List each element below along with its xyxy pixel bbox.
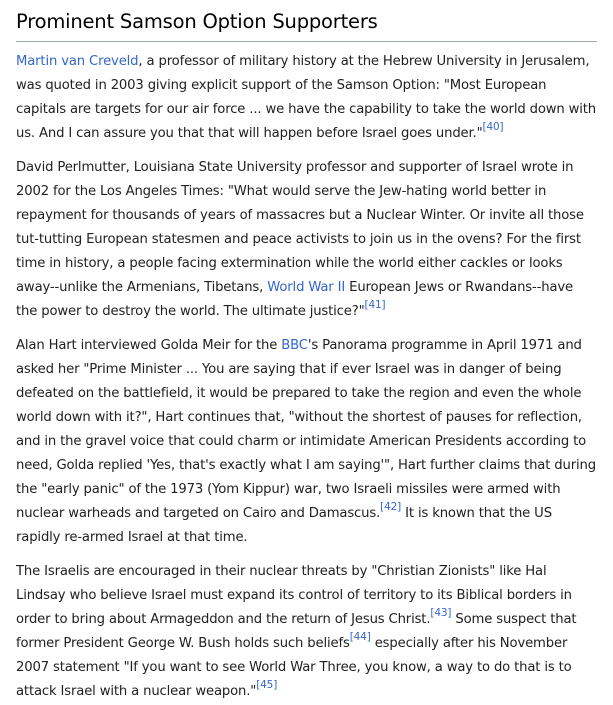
paragraph-text: The Israelis are encouraged in their nuclear threats by "Christian Zionists" like Hal Lindsay who believe Israel must expand its control of territory to its Biblical borders in order to bring about Armageddon and the return of Jesus Christ.: [16, 564, 572, 627]
citation-45[interactable]: [256, 679, 277, 691]
citation-link-44[interactable]: [44]: [349, 631, 371, 643]
citation-link-45[interactable]: [45]: [256, 679, 278, 691]
citation-link-41[interactable]: [41]: [364, 299, 386, 311]
paragraph-hart: [16, 334, 597, 550]
citation-43[interactable]: [430, 607, 451, 619]
paragraph-text: Alan Hart interviewed Golda Meir for the: [16, 338, 282, 353]
paragraph-text: David Perlmutter, Louisiana State University professor and supporter of Israel wrote in 2002 for the Los Angeles Times: "What would serve the Jew-hating world better in repayment for thousands of years of massacres but a Nuclear Winter. Or invite all those tut-tutting European statesmen and peace activists to join us in the ovens? For the first time in history, a people facing extermination while the world either cackles or looks away--unlike the Armenians, Tibetans,: [16, 160, 584, 295]
link-bbc[interactable]: BBC: [281, 338, 308, 353]
paragraph-text: It is known that the US rapidly re-armed Israel at that time.: [16, 506, 552, 545]
citation-41[interactable]: [365, 299, 386, 311]
citation-link-40[interactable]: [40]: [482, 121, 504, 133]
citation-42[interactable]: [380, 501, 401, 513]
citation-link-42[interactable]: [42]: [380, 501, 402, 513]
paragraph-creveld: [16, 50, 597, 146]
citation-link-43[interactable]: [43]: [430, 607, 452, 619]
link-world-war-ii[interactable]: World War II: [267, 280, 346, 295]
link-martin-van-creveld[interactable]: Martin van Creveld: [16, 54, 139, 69]
paragraph-perlmutter: [16, 156, 597, 324]
section-heading: Prominent Samson Option Supporters: [16, 8, 597, 42]
paragraph-text: , a professor of military history at the Hebrew University in Jerusalem, was quoted in 2003 giving explicit support of the Samson Option: "Most European capitals are targets for our air force ... we have the capability to take the world down with us. And I can assure you that that will happen before Israel goes under.": [16, 54, 596, 141]
citation-44[interactable]: [350, 631, 371, 643]
paragraph-text: 's Panorama programme in April 1971 and asked her "Prime Minister ... You are saying that if ever Israel was in danger of being defeated on the battlefield, it would be prepared to take the region and even the whole world down with it?", Hart continues that, "without the shortest of pauses for reflection, and in the gravel voice that could charm or intimidate American Presidents according to need, Golda replied 'Yes, that's exactly what I am saying'", Hart further claims that during the "early panic" of the 1973 (Yom Kippur) war, two Israeli missiles were armed with nuclear warheads and targeted on Cairo and Damascus.: [16, 338, 596, 521]
paragraph-text: European Jews or Rwandans--have the power to destroy the world. The ultimate justice?": [16, 280, 573, 319]
paragraph-text: Some suspect that former President George W. Bush holds such beliefs: [16, 612, 577, 651]
paragraph-lindsay: [16, 560, 597, 704]
citation-40[interactable]: [483, 121, 504, 133]
paragraph-text: especially after his November 2007 statement "If you want to see World War Three, you know, a way to do that is to attack Israel with a nuclear weapon.": [16, 636, 572, 699]
